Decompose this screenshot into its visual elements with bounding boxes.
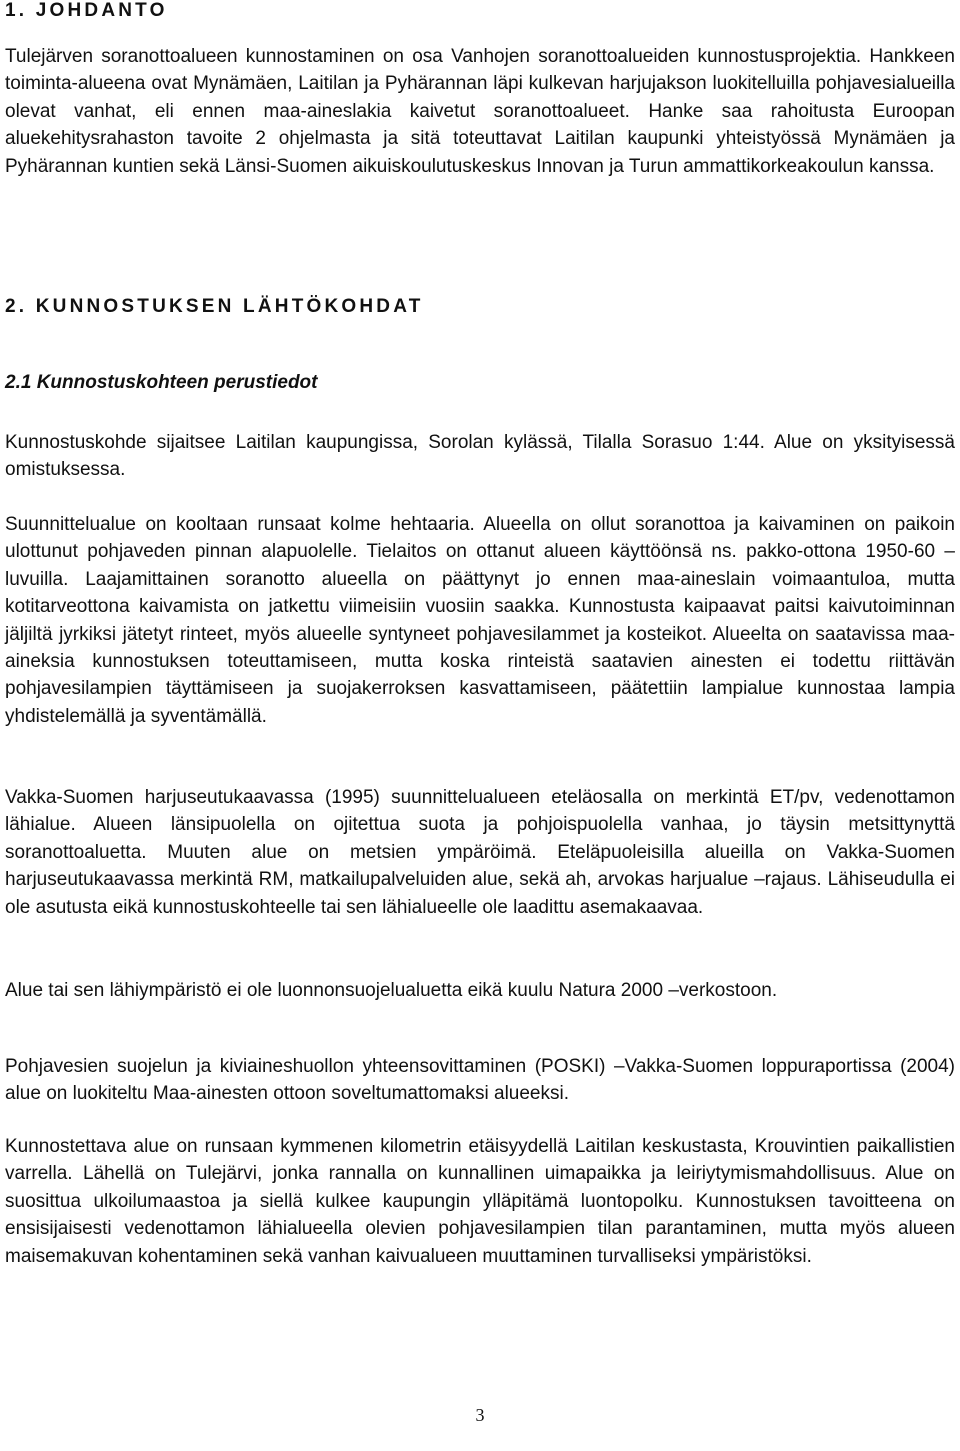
- paragraph-natura: Alue tai sen lähiympäristö ei ole luonnonsuojelualuetta eikä kuulu Natura 2000 –verkostoon.: [5, 980, 778, 1001]
- heading-johdanto: 1. JOHDANTO: [5, 0, 168, 21]
- paragraph-area: Suunnittelualue on kooltaan runsaat kolme hehtaaria. Alueella on ollut soranottoa ja kaivaminen on paikoin ulottunut pohjaveden pinnan alapuolelle. Tielaitos on ottanut alueen käyttöönsä ns. pakko-ottona 1950-60 –luvuilla. Laajamittainen soranotto alueella on päättynyt jo ennen maa-aineslain voimaantuloa, mutta kotitarveottona kaivamista on jatkettu viimeisiin vuosiin saakka. Kunnostusta kaipaavat paitsi kaivutoiminnan jäljiltä jyrkiksi jätetyt rinteet, myös alueelle syntyneet pohjavesilammet ja kosteikot. Alueelta on saatavissa maa-aineksia kunnostuksen toteuttamiseen, mutta koska rinteistä saatavien ainesten ei todettu riittävän pohjavesilampien täyttämiseen ja suojakerroksen kasvattamiseen, päätettiin lampialue kunnostaa lampia yhdistelemällä ja syventämällä.: [5, 514, 955, 727]
- paragraph-plan: Vakka-Suomen harjuseutukaavassa (1995) suunnittelualueen eteläosalla on merkintä ET/pv, vedenottamon lähialue. Alueen länsipuolella on ojitettua suota ja pohjoispuolella vanhaa, jo täysin metsittynyttä soranottoaluetta. Muuten alue on metsien ympäröimä. Eteläpuoleisilla alueilla on Vakka-Suomen harjuseutukaavassa merkintä RM, matkailupalveluiden alue, sekä ah, arvokas harjualue –rajaus. Lähiseudulla ei ole asutusta eikä kunnostuskohteelle tai sen lähialueelle ole laadittu asemakaavaa.: [5, 787, 955, 918]
- page-number: 3: [475, 1405, 485, 1425]
- paragraph-location: Kunnostuskohde sijaitsee Laitilan kaupungissa, Sorolan kylässä, Tilalla Sorasuo 1:44. Alue on yksityisessä omistuksessa.: [5, 432, 955, 481]
- paragraph-goal: Kunnostettava alue on runsaan kymmenen kilometrin etäisyydellä Laitilan keskustasta, Krouvintien paikallistien varrella. Lähellä on Tulejärvi, jonka rannalla on kunnallinen uimapaikka ja leiriytymismahdollisuus. Alue on suosittua ulkoilumaastoa ja siellä kulkee kaupungin ylläpitämä luontopolku. Kunnostuksen tavoitteena on ensisijaisesti vedenottamon lähialueella olevien pohjavesilampien tilan parantaminen, mutta myös alueen maisemakuvan kohentaminen sekä vanhan kaivualueen muuttaminen turvalliseksi ympäristöksi.: [5, 1136, 955, 1267]
- document-page: [5, 0, 955, 1451]
- paragraph-intro: Tulejärven soranottoalueen kunnostaminen on osa Vanhojen soranottoalueiden kunnostusprojektia. Hankkeen toiminta-alueena ovat Mynämäen, Laitilan ja Pyhärannan läpi kulkevan harjujakson luokitelluilla pohjavesialueilla olevat vanhat, eli ennen maa-aineslakia kaivetut soranottoalueet. Hanke saa rahoitusta Euroopan aluekehitysrahaston tavoite 2 ohjelmasta ja sitä toteuttavat Laitilan kaupunki yhteistyössä Mynämäen ja Pyhärannan kuntien sekä Länsi-Suomen aikuiskoulutuskeskus Innovan ja Turun ammattikorkeakoulun kanssa.: [5, 46, 955, 177]
- heading-kunnostuskohteen-perustiedot: 2.1 Kunnostuskohteen perustiedot: [5, 372, 318, 393]
- heading-kunnostuksen-lahtokohdat: 2. KUNNOSTUKSEN LÄHTÖKOHDAT: [5, 296, 424, 317]
- paragraph-poski: Pohjavesien suojelun ja kiviaineshuollon yhteensovittaminen (POSKI) –Vakka-Suomen loppuraportissa (2004) alue on luokiteltu Maa-ainesten ottoon soveltumattomaksi alueeksi.: [5, 1056, 955, 1105]
